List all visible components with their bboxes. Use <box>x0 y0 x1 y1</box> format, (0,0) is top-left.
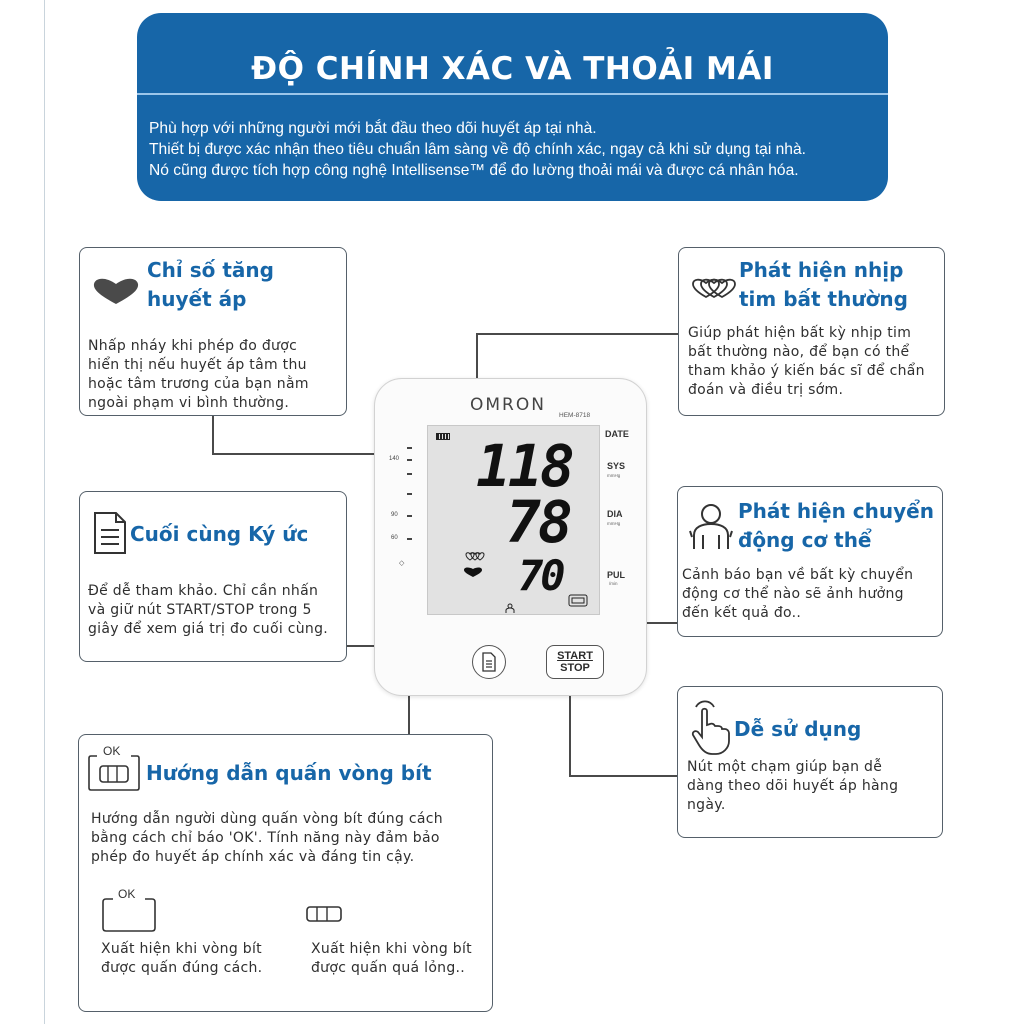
feature-text-line: bất thường nào, để bạn có thể <box>688 344 910 360</box>
feature-text-line: Nhấp nháy khi phép đo được <box>88 338 298 354</box>
loose-cuff-icon <box>305 905 345 923</box>
scale-tick <box>407 493 412 495</box>
scale-label: 60 <box>391 535 398 541</box>
battery-icon <box>436 433 450 440</box>
hypertension-heart-lcd-icon <box>463 566 483 578</box>
caption-line: được quấn quá lỏng.. <box>311 960 466 976</box>
feature-text-line: động cơ thể nào sẽ ảnh hưởng <box>682 586 904 602</box>
body-movement-icon <box>688 501 734 551</box>
feature-text-line: ngày. <box>687 797 726 813</box>
feature-title <box>130 520 308 549</box>
feature-title-line: Chỉ số tăng <box>147 258 274 282</box>
memory-document-icon <box>92 510 128 556</box>
feature-description <box>688 324 925 400</box>
diastolic-value: 78 <box>506 488 570 556</box>
scale-tick <box>407 459 412 461</box>
feature-irregular-heartbeat <box>678 247 945 416</box>
feature-text-line: ngoài phạm vi bình thường. <box>88 395 290 411</box>
heart-icon <box>91 276 141 306</box>
scale-label: 90 <box>391 512 398 518</box>
loose-caption <box>311 940 472 978</box>
connector-line <box>212 416 214 454</box>
feature-text-line: dàng theo dõi huyết áp hàng <box>687 778 899 794</box>
feature-title-line: Dễ sử dụng <box>734 717 862 741</box>
connector-line <box>569 684 571 776</box>
cuff-ok-icon <box>87 744 141 792</box>
feature-text-line: đến kết quả đo.. <box>682 605 802 621</box>
scale-label: 140 <box>389 456 400 462</box>
pulse-value: 70 <box>518 551 563 600</box>
model-number: HEM-8718 <box>559 412 591 419</box>
feature-text-line: hiển thị nếu huyết áp tâm thu <box>88 357 307 373</box>
feature-easy-to-use <box>677 686 943 838</box>
feature-title-line: huyết áp <box>147 287 247 311</box>
feature-title <box>739 256 908 314</box>
stop-label: STOP <box>560 662 590 674</box>
memory-button[interactable] <box>472 645 506 679</box>
banner-line: Nó cũng được tích hợp công nghệ Intellisense™ để đo lường thoải mái và được cá nhân hóa. <box>149 162 799 179</box>
finger-press-icon <box>688 699 732 757</box>
dia-unit: mmHg <box>607 521 621 526</box>
blood-pressure-monitor <box>374 378 647 696</box>
feature-title-line: Phát hiện chuyển <box>738 499 934 523</box>
scale-tick <box>407 473 412 475</box>
pul-unit: /min <box>609 581 618 586</box>
caption-line: được quấn đúng cách. <box>101 960 263 976</box>
feature-title <box>146 759 432 788</box>
feature-text-line: và giữ nút START/STOP trong 5 <box>88 602 312 618</box>
date-label: DATE <box>605 429 629 439</box>
feature-title-line: tim bất thường <box>739 287 908 311</box>
banner-description <box>149 118 878 181</box>
feature-description <box>682 566 913 623</box>
feature-hypertension-indicator <box>79 247 347 416</box>
feature-text-line: tham khảo ý kiến bác sĩ để chẩn <box>688 363 925 379</box>
start-stop-button[interactable] <box>546 645 604 679</box>
feature-title <box>147 256 274 314</box>
systolic-value: 118 <box>476 432 572 500</box>
movement-lcd-icon <box>505 603 515 613</box>
ok-label: OK <box>118 887 136 901</box>
banner-divider <box>137 93 888 95</box>
triple-heart-icon <box>691 275 737 301</box>
feature-description <box>687 758 898 815</box>
brand-logo: OMRON <box>470 395 546 415</box>
cuff-fit-icon: ◇ <box>399 559 405 567</box>
ok-text: OK <box>103 744 121 758</box>
feature-description <box>88 582 328 639</box>
sys-label: SYS <box>607 461 626 471</box>
lcd-display <box>427 425 600 615</box>
feature-text-line: Giúp phát hiện bất kỳ nhịp tim <box>688 325 912 341</box>
pul-label: PUL <box>607 570 625 580</box>
ok-indicator-icon <box>101 887 157 933</box>
dia-label: DIA <box>607 509 623 519</box>
feature-description <box>91 810 443 867</box>
feature-text-line: bằng cách chỉ báo 'OK'. Tính năng này đảm bảo <box>91 830 440 846</box>
banner-line: Phù hợp với những người mới bắt đầu theo dõi huyết áp tại nhà. <box>149 120 597 137</box>
feature-text-line: hoặc tâm trương của bạn nằm <box>88 376 309 392</box>
ok-caption <box>101 940 262 978</box>
feature-title-line: Hướng dẫn quấn vòng bít <box>146 761 432 785</box>
feature-text-line: Để dễ tham khảo. Chỉ cần nhấn <box>88 583 319 599</box>
banner-line: Thiết bị được xác nhận theo tiêu chuẩn lâm sàng về độ chính xác, ngay cả khi sử dụng tại nhà. <box>149 141 806 158</box>
feature-text-line: đoán và điều trị sớm. <box>688 382 844 398</box>
banner-title: ĐỘ CHÍNH XÁC VÀ THOẢI MÁI <box>251 51 774 87</box>
scale-tick <box>407 538 412 540</box>
feature-cuff-wrapping-guide <box>78 734 493 1012</box>
cuff-indicator-lcd-icon <box>568 594 588 607</box>
connector-line <box>569 775 677 777</box>
page-left-rule <box>44 0 45 1024</box>
scale-tick <box>407 515 412 517</box>
start-label: START <box>557 650 593 662</box>
memory-document-icon <box>481 652 497 672</box>
feature-text-line: Nút một chạm giúp bạn dễ <box>687 759 883 775</box>
feature-title-line: Phát hiện nhịp <box>739 258 904 282</box>
irregular-heartbeat-lcd-icon <box>465 551 485 561</box>
feature-text-line: giây để xem giá trị đo cuối cùng. <box>88 621 329 637</box>
feature-title <box>738 497 934 555</box>
caption-line: Xuất hiện khi vòng bít <box>101 941 262 957</box>
feature-description <box>88 337 309 413</box>
feature-text-line: Hướng dẫn người dùng quấn vòng bít đúng cách <box>91 811 443 827</box>
feature-last-memory <box>79 491 347 662</box>
feature-text-line: phép đo huyết áp chính xác và đáng tin cậy. <box>91 849 415 865</box>
feature-title-line: động cơ thể <box>738 528 872 552</box>
feature-title-line: Cuối cùng Ký ức <box>130 522 309 546</box>
sys-unit: mmHg <box>607 473 621 478</box>
caption-line: Xuất hiện khi vòng bít <box>311 941 472 957</box>
header-banner <box>137 13 888 201</box>
feature-body-movement <box>677 486 943 637</box>
feature-text-line: Cảnh báo bạn về bất kỳ chuyển <box>682 567 914 583</box>
feature-title <box>734 715 861 744</box>
scale-tick <box>407 447 412 449</box>
connector-line <box>476 333 678 335</box>
